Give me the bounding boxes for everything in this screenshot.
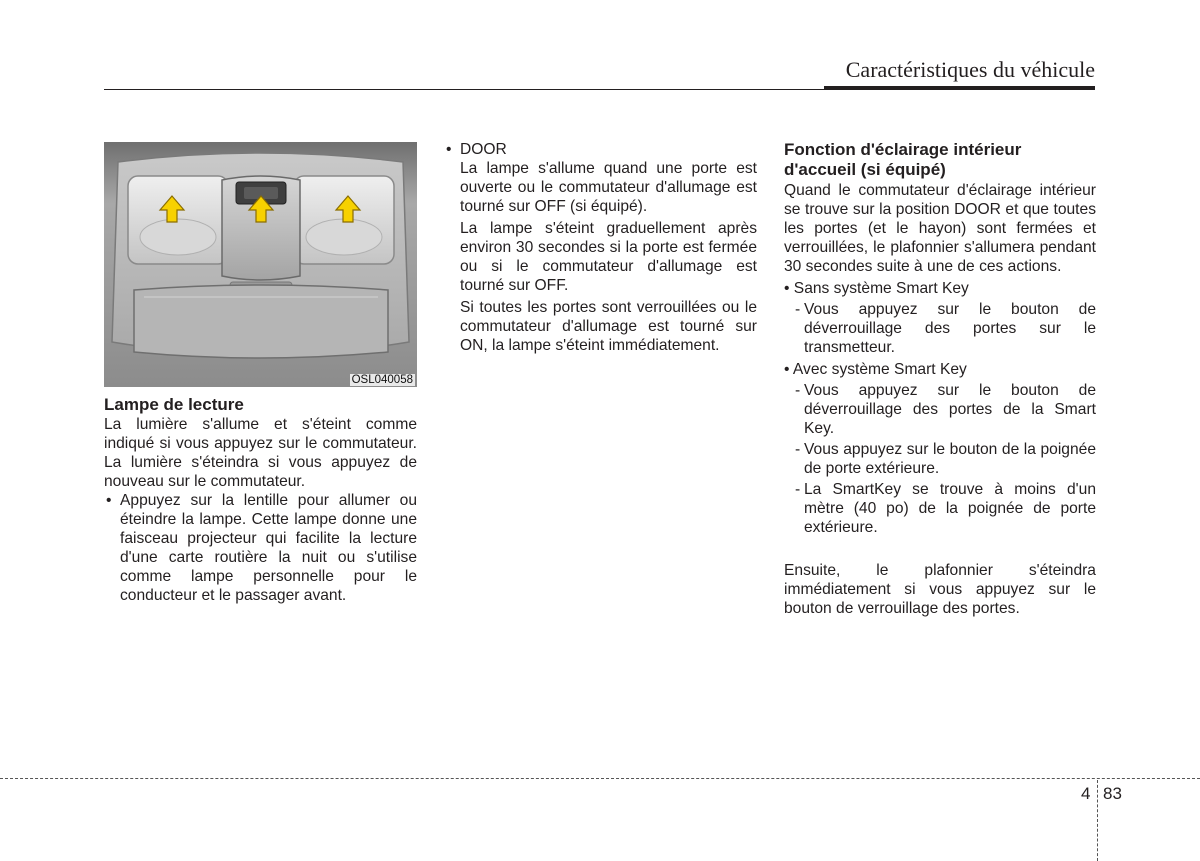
column-middle — [444, 140, 757, 355]
dash-mark: - — [795, 382, 801, 399]
paragraph: La lampe s'éteint graduellement après environ 30 secondes si la porte est fermée ou si le commutateur d'allumage est tourné sur OFF. — [460, 220, 757, 294]
header-rule-accent — [824, 86, 1095, 90]
bullet-item: • Sans système Smart Key — [784, 280, 969, 297]
chapter-number: 4 — [1081, 784, 1091, 803]
dash-item — [784, 480, 1096, 537]
page-header-title: Caractéristiques du véhicule — [845, 57, 1095, 82]
dash-mark: - — [795, 441, 801, 458]
dash-text: Vous appuyez sur le bouton de la poignée de porte extérieure. — [804, 441, 1096, 477]
bullet-text: Appuyez sur la lentille pour allumer ou éteindre la lampe. Cette lampe donne une faisceau projecteur qui facilite la lecture d'une carte routière la nuit ou s'utilise comme lampe personnelle pour le conducteur et le passager avant. — [120, 492, 417, 604]
paragraph: Ensuite, le plafonnier s'éteindra immédiatement si vous appuyez sur le bouton de verrouillage des portes. — [784, 562, 1096, 617]
footer-rule — [0, 778, 1200, 779]
column-right — [784, 140, 1096, 618]
dash-mark: - — [795, 301, 801, 318]
paragraph: La lumière s'allume et s'éteint comme indiqué si vous appuyez sur le commutateur. La lumière s'éteindra si vous appuyez de nouveau sur le commutateur. — [104, 416, 417, 490]
dash-item — [784, 440, 1096, 478]
page-number: 83 — [1103, 784, 1122, 803]
bullet-mark: • — [446, 141, 452, 158]
section-heading: Fonction d'éclairage intérieur d'accueil (si équipé) — [784, 140, 1022, 179]
bullet-label: DOOR — [460, 141, 507, 158]
dash-item — [784, 381, 1096, 438]
bullet-item — [104, 491, 417, 605]
bullet-mark: • — [106, 492, 112, 509]
bullet-item: • Avec système Smart Key — [784, 361, 967, 378]
overhead-console-figure — [104, 142, 417, 387]
dash-mark: - — [795, 481, 801, 498]
dash-item — [784, 300, 1096, 357]
dash-text: La SmartKey se trouve à moins d'un mètre (40 po) de la poignée de porte extérieure. — [804, 481, 1096, 536]
column-left — [104, 395, 417, 605]
paragraph: La lampe s'allume quand une porte est ouverte ou le commutateur d'allumage est tourné sur OFF (si équipé). — [460, 160, 757, 215]
section-heading: Lampe de lecture — [104, 395, 244, 414]
dash-text: Vous appuyez sur le bouton de déverrouillage des portes sur le transmetteur. — [804, 301, 1096, 356]
figure-code: OSL040058 — [351, 374, 413, 386]
dash-text: Vous appuyez sur le bouton de déverrouillage des portes de la Smart Key. — [804, 382, 1096, 437]
paragraph: Quand le commutateur d'éclairage intérieur se trouve sur la position DOOR et que toutes les portes (et le hayon) sont fermées et verrouillées, le plafonnier s'allumera pendant 30 secondes suite à une de ces actions. — [784, 182, 1096, 275]
paragraph: Si toutes les portes sont verrouillées ou le commutateur d'allumage est tourné sur ON, la lampe s'éteint immédiatement. — [460, 299, 757, 354]
overhead-console-illustration — [104, 142, 417, 387]
footer-divider — [1097, 780, 1098, 861]
bullet-item — [444, 140, 757, 159]
